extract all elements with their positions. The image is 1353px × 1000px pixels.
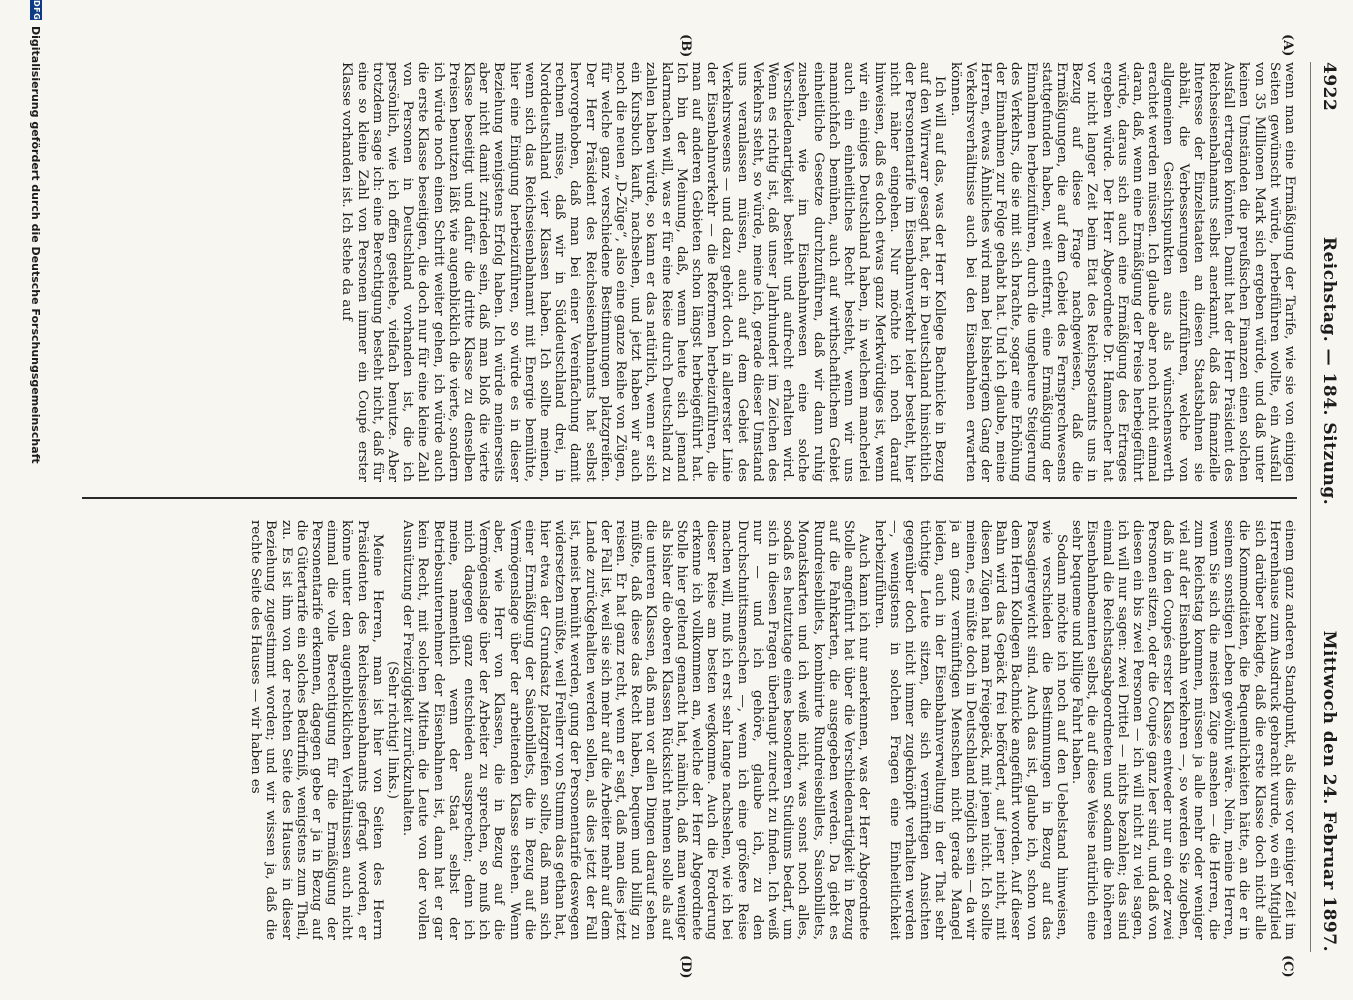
digitization-credit bbox=[24, 0, 48, 1000]
paragraph: einem ganz anderen Standpunkt, als dies vor einiger Zeit im Herrenhause zum Ausdruck gebracht wurde, wo ein Mitglied sich darüber beklagte, daß die erste Klasse doch nicht alle die Kommoditäten, die Bequemlichkeiten hätte, an die er in seinem sonstigen Leben gewöhnt wäre. Nein, meine Herren, wenn Sie sich die meisten Züge ansehen — die Herren, die zum Reichstag kommen, müssen ja alle mehr oder weniger viel auf der Eisenbahn verkehren —, so werden Sie zugeben, daß in den Coupés erster Klasse entweder nur ein oder zwei Personen sitzen, oder die Coupés ganz leer sind, und daß von diesen ein bis zwei Personen — ich will nicht zu viel sagen, ich will nur sagen: zwei Drittel — nichts bezahlen; das sind einmal die Reichstagsabgeordneten und sodann die höheren Eisenbahnbeamten selbst, die auf diese Weise natürlich eine sehr bequeme und billige Fahrt haben. bbox=[1069, 520, 1297, 940]
dfg-logo-icon: DFG bbox=[32, 0, 41, 21]
session-title: Reichstag. — 184. Sitzung. bbox=[1319, 236, 1339, 506]
margin-marker-c: (C) bbox=[1280, 955, 1295, 978]
paragraph: Auch kann ich nur anerkennen, was der Herr Abgeordnete Stolle angeführt hat über die Verschiedenartigkeit in Bezug auf die Fahrkarten, die ausgegeben werden. Da giebt es Rundreisebillets, kombinirte Rundreisebillets, Saisonbillets, Monatskarten und ich weiß nicht, was sonst noch alles, sodaß es heutzutage eines besonderen Studiums bedarf, um sich in diesen Fragen überhaupt zurecht zu finden. Ich weiß nur — und ich gehöre, glaube ich, zu den Durchschnittsmenschen —, wenn ich eine größere Reise machen will, muß ich erst sehr lange nachsehen, wie ich bei dieser Reise am besten wegkomme. Auch die Forderung erkenne ich vollkommen an, welche der Herr Abgeordnete Stolle hier geltend gemacht hat, nämlich, daß man weniger als bisher die oberen Klassen Rücksicht nehmen solle als auf die unteren Klassen, daß man vor allen Dingen darauf sehen müßte, daß diese das Recht haben, bequem und billig zu reisen. Er hat ganz recht, wenn er sagt, daß man dies jetzt der Fall ist, weil sie sich mehr auf die Arbeiter mehr auf dem Lande zurückgehalten werden sollen, als dies jetzt der Fall ist, meist bemüht werden, gung der Personentarife deswegen widersetzen müßte, weil Freiherr von Stumm das gethan hat, hier etwa der Grundsatz platzgreifen sollte, daß man sich einer Ermäßigung der Saisonbillets, die in Bezug auf die Vermögenslage über der arbeitenden Klasse stehen. Wenn aber, wie Herr von Klassen, die in Bezug auf die Vermögenslage über der Arbeiter zu sprechen, so muß ich mich dagegen ganz entschieden aussprechen; denn ich meine, namentlich wenn der Staat selbst der Betriebsunternehmer der Eisenbahnen ist, dann hat er gar kein Recht, mit solchen Mitteln die Leute von der vollen Ausnützung der Freizügigkeit zurückzuhalten. bbox=[400, 520, 872, 940]
paragraph: Meine Herren, man ist hier von Seiten des Herrn Präsidenten des Reichseisenbahnamts gefragt worden, er könne unter den augenblicklichen Verhältnissen auch nicht einmal die volle Berechtigung für die Ermäßigung der Personentarife erkennen, dagegen gebe er ja in Bezug auf die Gütertarife ein solches Bedürfniß, wenigstens zum Theil, zu. Es ist ihm von der rechten Seite des Hauses in dieser Beziehung zugestimmt worden; und wir wissen ja, daß die rechte Seite des Hauses — wir haben es bbox=[248, 520, 385, 940]
margin-marker-a: (A) bbox=[1280, 34, 1295, 57]
page-number: 4922 bbox=[1319, 62, 1339, 112]
paragraph: Sodann möchte ich noch auf den Uebelstand hinweisen, wie verschieden die Bestimmungen in Bezug auf das Passagiergewicht sind. Auch das ist, glaube ich, schon von dem Herrn Kollegen Bachnicke angeführt worden. Auf dieser Bahn wird das Gepäck frei befördert, auf jener nicht, mit diesen Zügen hat man Freigepäck, mit jenen nicht. Ich sollte meinen, es müßte doch in Deutschland möglich sein — da wir ja an ganz vernünftigen Menschen nicht gerade Mangel leiden, auch in der Eisenbahnverwaltung in der That sehr tüchtige Leute sitzen, die sich vernünftigen Ansichten gegenüber doch nicht immer zugeknöpft verhalten werden —, wenigstens in solchen Fragen eine Einheitlichkeit herbeizuführen. bbox=[871, 520, 1069, 940]
margin-marker-d: (D) bbox=[678, 955, 693, 979]
document-page bbox=[29, 0, 1353, 1000]
paragraph: wenn man eine Ermäßigung der Tarife, wie sie von einigen Seiten gewünscht würde, herbeiführen wollte, ein Ausfall von 35 Millionen Mark sich ergeben würde, und daß unter keinen Umständen die preußischen Finanzen einen solchen Ausfall ertragen könnten. Damit hat der Herr Präsident des Reichseisenbahnamts selbst anerkannt, daß das finanzielle Interesse der Einzelstaaten an diesen Staatsbahnen sie abhält, die Verbesserungen einzuführen, welche von allgemeinen Gesichtspunkten aus als wünschenswerth erachtet werden müssen. Ich glaube aber noch nicht einmal daran, daß, wenn eine Ermäßigung der Preise herbeigeführt würde, daraus sich auch eine Ermäßigung des Ertrages ergeben würde. Der Herr Abgeordnete Dr. Hammacher hat vor nicht langer Zeit beim Etat des Reichspostamts uns in Bezug auf diese Frage nachgewiesen, daß die Ermäßigungen, die auf dem Gebiet des Fernsprechwesens stattgefunden haben, weit entfernt, eine Ermäßigung der Einnahmen herbeizuführen, durch die ungeheure Steigerung des Verkehrs, die sie mit sich brachte, sogar eine Erhöhung der Einnahmen zur Folge gehabt hat. Und ich glaube, meine Herren, etwas Ähnliches wird man bei bisherigem Gang der Verkehrsverhältnisse auch bei den Eisenbahnen erwarten können. bbox=[947, 62, 1297, 482]
right-text-column bbox=[82, 520, 1297, 940]
left-text-column bbox=[82, 62, 1297, 482]
page-header bbox=[1310, 62, 1339, 952]
session-date: Mittwoch den 24. Februar 1897. bbox=[1319, 630, 1339, 952]
interjection: (Sehr richtig! links.) bbox=[385, 661, 401, 799]
margin-marker-b: (B) bbox=[678, 34, 693, 58]
column-divider bbox=[82, 497, 1297, 499]
paragraph: Ich will auf das, was der Herr Kollege Bachnicke in Bezug auf den Wirrwarr gesagt hat, der in Deutschland hinsichtlich der Personentarife im Eisenbahnverkehr leider besteht, hier nicht näher eingehen. Nur möchte ich noch darauf hinweisen, daß es doch etwas ganz Merkwürdiges ist, wenn wir ein einiges Deutschland haben, in welchem mancherlei auch ein einheitliches Recht besteht, wenn wir uns mannichfach bemühen, auch auf wirthschaftlichem Gebiet einheitliche Gesetze durchzuführen, daß wir dann ruhig zusehen, wie im Eisenbahnwesen eine solche Verschiedenartigkeit besteht und aufrecht erhalten wird. Wenn es richtig ist, daß unser Jahrhundert im Zeichen des Verkehrs steht, so würde, meine ich, gerade dieser Umstand uns veranlassen müssen, auch auf dem Gebiet des Verkehrswesens — und dazu gehört doch in allererster Linie der Eisenbahnverkehr — die Reformen herbeizuführen, die man auf anderen Gebieten schon längst herbeigeführt hat. Ich bin der Meinung, daß, wenn heute sich jemand klarmachen will, was er für eine Reise durch Deutschland zu zahlen haben würde, so kann er das natürlich, wenn er sich ein Kursbuch kauft, nachsehen, und jetzt haben wir auch noch die neuen „D-Züge“, also eine ganze Reihe von Zügen, für welche ganz verschiedene Bestimmungen platzgreifen. Der Herr Präsident des Reichseisenbahnamts hat selbst hervorgehoben, daß man bei einer Vereinfachung damit rechnen müsse, daß wir in Süddeutschland drei, in Norddeutschland vier Klassen haben. Ich sollte meinen, wenn sich das Reichseisenbahnamt mit Energie bemühte, hier eine Einigung herbeizuführen, so würde es in dieser Beziehung wenigstens Erfolg haben. Ich würde meinerseits aber nicht damit zufrieden sein, daß man bloß die vierte Klasse beseitigt und dafür die dritte Klasse zu denselben Preisen benutzen läßt wie augenblicklich die vierte, sondern ich würde noch einen Schritt weiter gehen, ich würde auch die erste Klasse beseitigen, die doch nur für eine kleine Zahl von Personen in Deutschland vorhanden ist, die ich persönlich, wie ich offen gestehe, vielfach benutze. Aber trotzdem sage ich: eine Berechtigung besteht nicht, daß für eine so kleine Zahl von Personen immer ein Coupé erster Klasse vorhanden ist. Ich stehe da auf bbox=[339, 62, 948, 482]
credit-text: Digitalisierung gefördert durch die Deutsche Forschungsgemeinschaft bbox=[29, 26, 43, 464]
